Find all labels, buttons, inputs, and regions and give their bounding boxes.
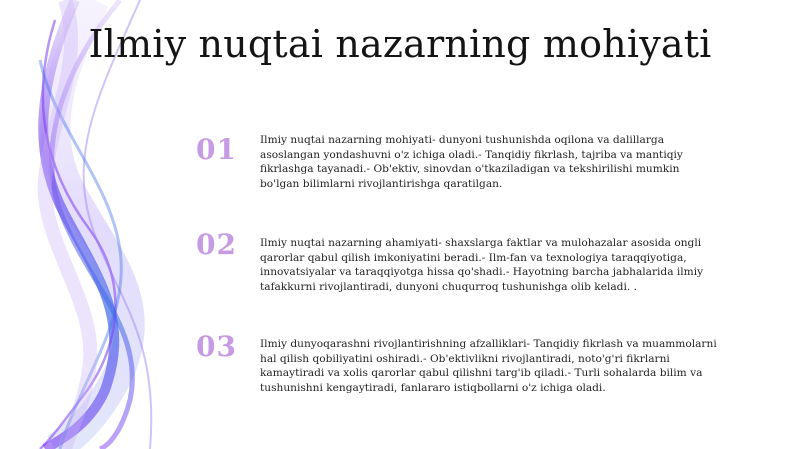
item-text: Ilmiy nuqtai nazarning mohiyati- dunyoni tushunishda oqilona va dalillarga asoslangan yondashuvni o'z ichiga oladi.- Tanqidiy fikrlash, tajriba va mantiqiy fikrlashga tayanadi.- Ob'ektiv, sinovdan o'tkaziladigan va tekshirilishi mumkin bo'lgan bilimlarni rivojlantirishga qaratilgan. bbox=[260, 134, 683, 190]
item-text: Ilmiy dunyoqarashni rivojlantirishning afzalliklari- Tanqidiy fikrlash va muammolarni hal qilish qobiliyatini oshiradi.- Ob'ektivlikni rivojlantiradi, noto'g'ri fikrlarni kamaytiradi va xolis qarorlar qabul qilishni targ'ib qiladi.- Turli sohalarda bilim va tushunishni kengaytiradi, fanlararo istiqbollarni o'z ichiga oladi. bbox=[260, 338, 717, 394]
slide-title: Ilmiy nuqtai nazarning mohiyati bbox=[88, 22, 712, 66]
item-number: 01 bbox=[196, 133, 237, 166]
item-number: 02 bbox=[196, 228, 237, 261]
item-text: Ilmiy nuqtai nazarning ahamiyati- shaxslarga faktlar va mulohazalar asosida ongli qarorlar qabul qilish imkoniyatini beradi.- Ilm-fan va texnologiya taraqqiyotiga, innovatsiyalar va taraqqiyotga hissa qo'shadi.- Hayotning barcha jabhalarida ilmiy tafakkurni rivojlantiradi, dunyoni chuqurroq tushunishga olib keladi. . bbox=[260, 237, 704, 293]
item-number: 03 bbox=[196, 330, 237, 363]
